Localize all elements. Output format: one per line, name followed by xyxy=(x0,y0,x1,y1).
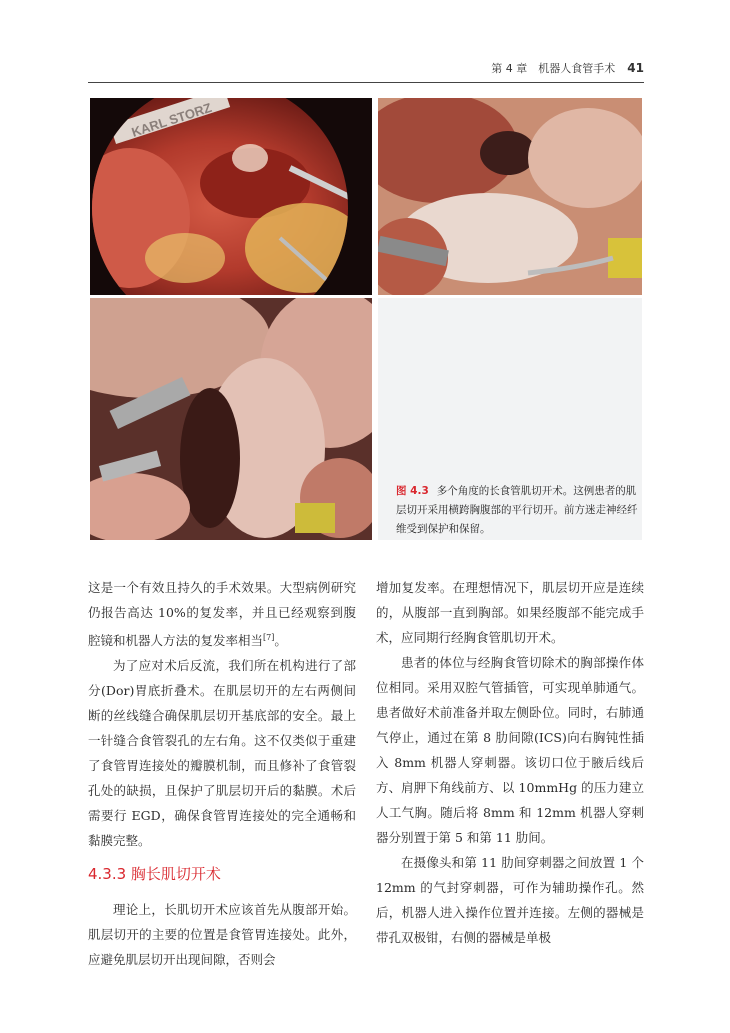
paragraph: 增加复发率。在理想情况下，肌层切开应是连续的，从腹部一直到胸部。如果经腹部不能完成手术，应同期行经胸食管肌切开术。 xyxy=(376,580,644,645)
reference-marker: [7] xyxy=(263,633,275,642)
surgical-photo-2 xyxy=(378,98,642,295)
section-heading: 4.3.3 胸长肌切开术 xyxy=(88,865,221,884)
figure-caption xyxy=(396,482,640,539)
running-header xyxy=(88,60,644,83)
paragraph: 为了应对术后反流，我们所在机构进行了部分(Dor)胃底折叠术。在肌层切开的左右两侧间断的丝线缝合确保肌层切开基底部的安全。最上一针缝合食管裂孔的左右角。这不仅类似于重建了食管胃连接处的瓣膜机制，而且修补了食管裂孔处的缺损，且保护了肌层切开后的黏膜。术后需要行 EGD，确保食管胃连接处的完全通畅和黏膜完整。 xyxy=(88,658,356,849)
paragraph-text-end: 。 xyxy=(274,633,287,649)
paragraph-text: 这是一个有效且持久的手术效果。大型病例研究仍报告高达 10%的复发率，并且已经观察到腹腔镜和机器人方法的复发率相当 xyxy=(88,580,356,649)
left-column xyxy=(88,575,356,972)
paragraph: 患者的体位与经胸食管切除术的胸部操作体位相同。采用双腔气管插管，可实现单肺通气。患者做好术前准备并取左侧卧位。同时，右肺通气停止，通过在第 8 肋间隙(ICS)向右胸钝性插入 8mm 机器人穿刺器。该切口位于腋后线后方、肩胛下角线前方、以 10mmHg 的压力建立人工气胸。随后将 8mm 和 12mm 机器人穿刺器分别置于第 5 和第 11 肋间。 xyxy=(376,655,644,845)
page-number: 41 xyxy=(627,61,644,75)
surgical-photo-3 xyxy=(90,298,372,540)
paragraph: 理论上，长肌切开术应该首先从腹部开始。肌层切开的主要的位置是食管胃连接处。此外，应避免肌层切开出现间隙，否则会 xyxy=(88,902,356,968)
figure-label: 图 4.3 xyxy=(396,485,429,497)
paragraph xyxy=(88,575,356,653)
paragraph: 在摄像头和第 11 肋间穿刺器之间放置 1 个 12mm 的气封穿刺器，可作为辅助操作孔。然后，机器人进入操作位置并连接。左侧的器械是带孔双极钳，右侧的器械是单极 xyxy=(376,855,644,945)
chapter-title: 第 4 章 机器人食管手术 xyxy=(491,62,616,75)
surgical-photo-1 xyxy=(90,98,372,295)
figure-caption-text: 多个角度的长食管肌切开术。这例患者的肌层切开采用横跨胸腹部的平行切开。前方迷走神经纤维受到保护和保留。 xyxy=(396,485,638,535)
photo-watermark: KARL STORZ xyxy=(129,99,214,140)
right-column xyxy=(376,575,644,950)
